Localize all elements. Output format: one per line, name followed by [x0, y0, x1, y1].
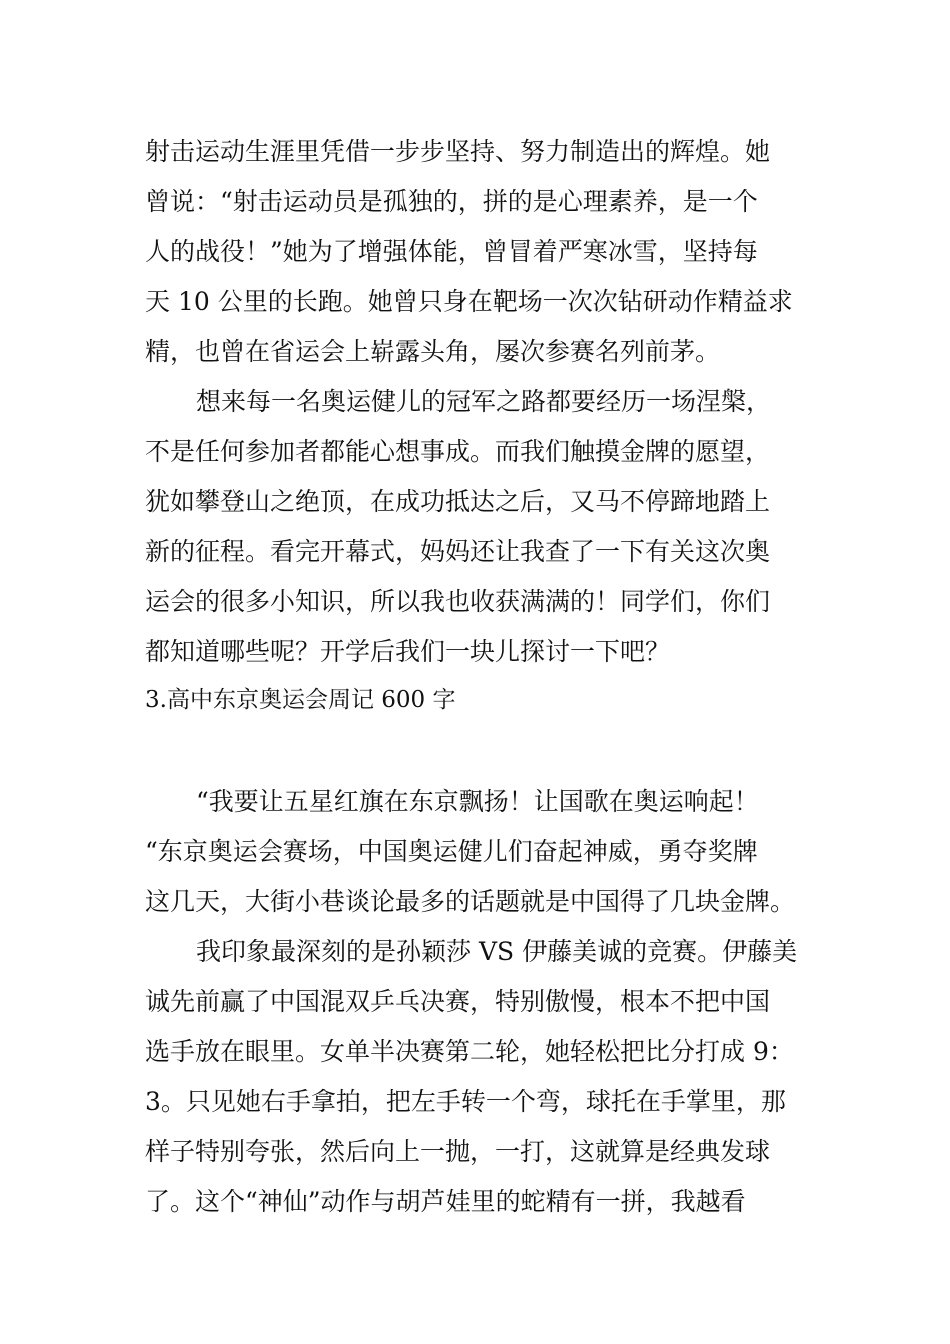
text-line: 样子特别夸张，然后向上一抛，一打，这就算是经典发球 — [145, 1137, 771, 1166]
text-line: 不是任何参加者都能心想事成。而我们触摸金牌的愿望， — [145, 437, 771, 466]
text-line: 人的战役！”她为了增强体能，曾冒着严寒冰雪，坚持每 — [145, 237, 758, 266]
text-line: 新的征程。看完开幕式，妈妈还让我查了一下有关这次奥 — [145, 537, 771, 566]
text-line: 了。这个“神仙”动作与胡芦娃里的蛇精有一拼，我越看 — [145, 1187, 746, 1216]
text-line: 3。只见她右手拿拍，把左手转一个弯，球托在手掌里，那 — [145, 1087, 786, 1116]
text-line: 都知道哪些呢？开学后我们一块儿探讨一下吧？ — [145, 637, 671, 666]
text-line: 精，也曾在省运会上崭露头角，屡次参赛名列前茅。 — [145, 337, 721, 366]
text-line: 诚先前赢了中国混双乒乓决赛，特别傲慢，根本不把中国 — [145, 987, 771, 1016]
text-line: 射击运动生涯里凭借一步步坚持、努力制造出的辉煌。她 — [145, 137, 771, 166]
section-heading: 3.高中东京奥运会周记 600 字 — [145, 687, 456, 713]
text-line: 想来每一名奥运健儿的冠军之路都要经历一场涅槃， — [196, 387, 772, 416]
text-line: 犹如攀登山之绝顶，在成功抵达之后，又马不停蹄地踏上 — [145, 487, 771, 516]
text-line: 运会的很多小知识，所以我也收获满满的！同学们，你们 — [145, 587, 771, 616]
text-line: 我印象最深刻的是孙颖莎 VS 伊藤美诚的竞赛。伊藤美 — [196, 937, 798, 966]
text-line: “我要让五星红旗在东京飘扬！让国歌在奥运响起！ — [196, 787, 759, 816]
text-line: 天 10 公里的长跑。她曾只身在靶场一次次钻研动作精益求 — [145, 287, 793, 316]
text-line: 选手放在眼里。女单半决赛第二轮，她轻松把比分打成 9： — [145, 1037, 794, 1066]
text-line: 这几天，大街小巷谈论最多的话题就是中国得了几块金牌。 — [145, 887, 796, 916]
text-line: “东京奥运会赛场，中国奥运健儿们奋起神威，勇夺奖牌 — [145, 837, 758, 866]
text-line: 曾说：“射击运动员是孤独的，拼的是心理素养，是一个 — [145, 187, 758, 216]
